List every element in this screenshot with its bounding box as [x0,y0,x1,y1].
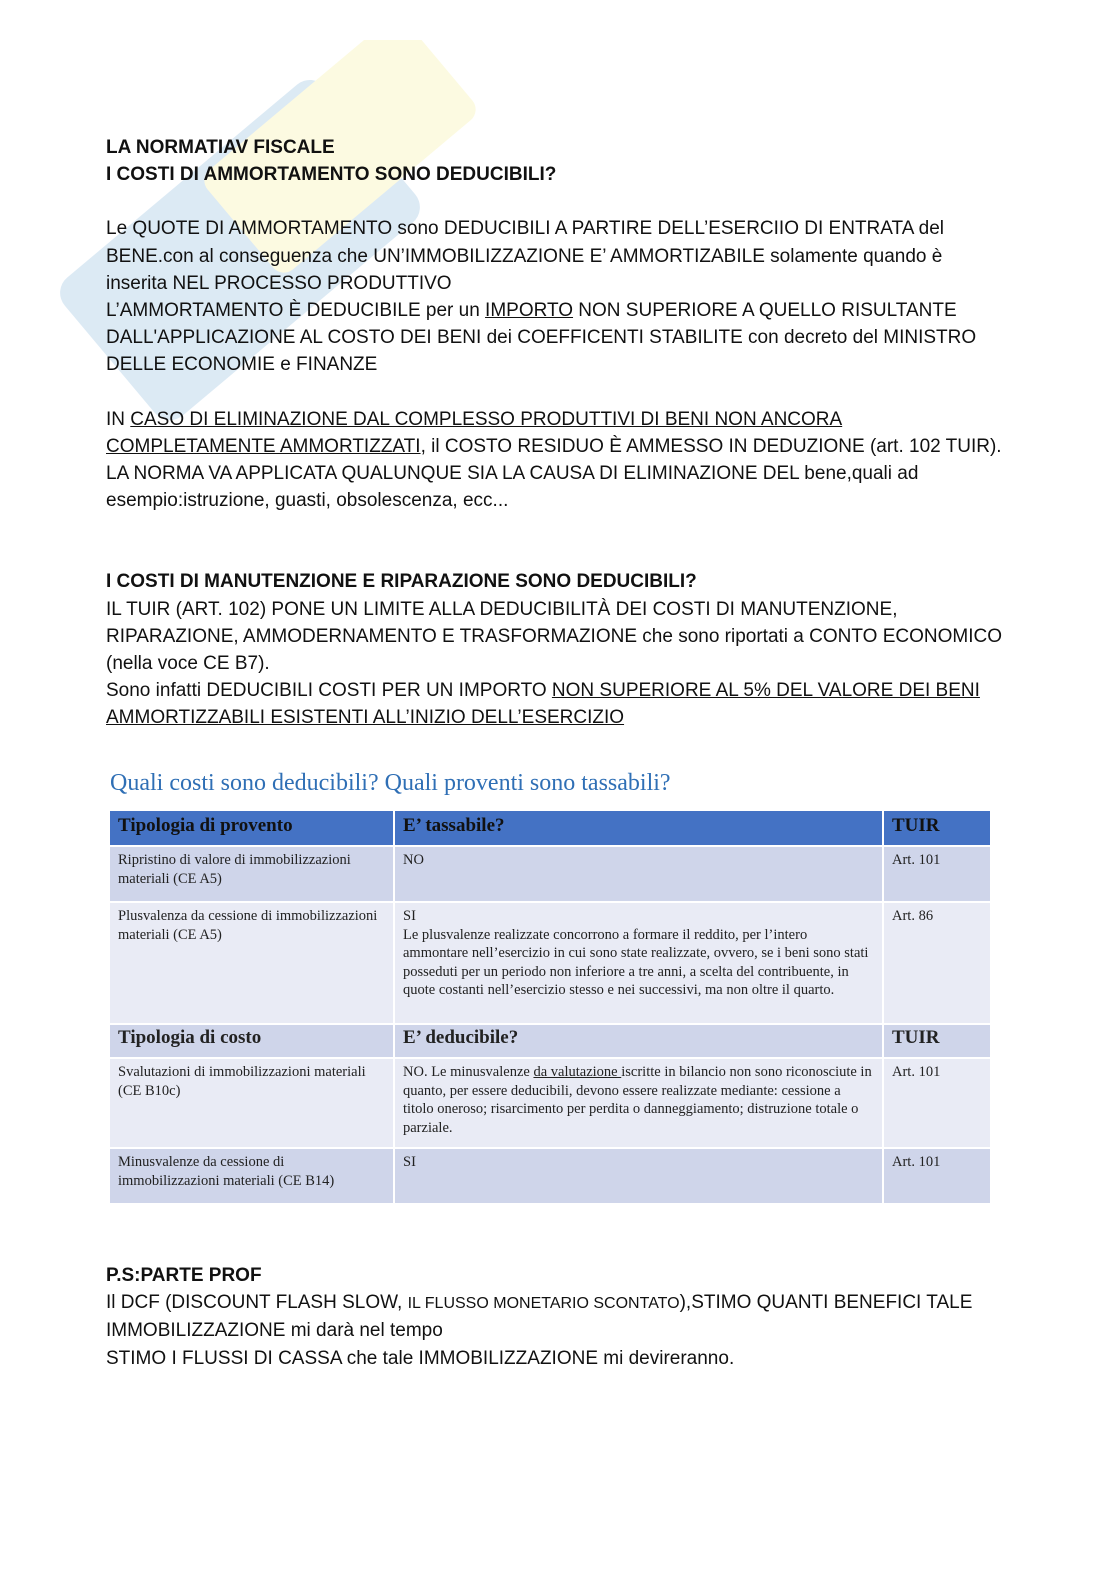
paragraph-flussi: STIMO I FLUSSI DI CASSA che tale IMMOBILIZZAZIONE mi devireranno. [106,1347,735,1369]
table-cell: Minusvalenze da cessione di immobilizzazioni materiali (CE B14) [109,1148,394,1204]
table-cell: Svalutazioni di immobilizzazioni materiali (CE B10c) [109,1058,394,1148]
table-cell: NO. Le minusvalenze da valutazione iscritte in bilancio non sono riconosciute in quanto, per essere deducibili, devono essere realizzate mediante: cessione a titolo oneroso; risarcimento per perdita o danneggiamento; distruzione totale o parziale. [394,1058,883,1148]
paragraph-quote: Le QUOTE DI AMMORTAMENTO sono DEDUCIBILI A PARTIRE DELL’ESERCIIO DI ENTRATA del BENE.con al conseguenza che UN’IMMOBILIZZAZIONE E’ AMMORTIZABILE solamente quando è inserita NEL PROCESSO PRODUTTIVO [106,218,944,294]
heading-normativa: LA NORMATIAV FISCALE [106,137,335,158]
table-row [109,846,991,902]
table-row [109,1058,991,1148]
table-cell: SI [394,1148,883,1204]
paragraph-limite: Sono infatti DEDUCIBILI COSTI PER UN IMPORTO NON SUPERIORE AL 5% DEL VALORE DEI BENI AMMORTIZZABILI ESISTENTI ALL’INIZIO DELL’ESERCIZIO [106,680,980,729]
table-header-row [109,810,991,846]
deducibility-table [108,809,992,1205]
table-subheader-cell: E’ deducibile? [394,1024,883,1058]
paragraph-dcf: Il DCF (DISCOUNT FLASH SLOW, IL FLUSSO MONETARIO SCONTATO),STIMO QUANTI BENEFICI TALE IMMOBILIZZAZIONE mi darà nel tempo [106,1292,973,1342]
heading-ps: P.S:PARTE PROF [106,1265,262,1286]
table-cell: NO [394,846,883,902]
paragraph-deducibile: L’AMMORTAMENTO È DEDUCIBILE per un IMPORTO NON SUPERIORE A QUELLO RISULTANTE DALL'APPLICAZIONE AL COSTO DEI BENI dei COEFFICENTI STABILITE con decreto del MINISTRO DELLE ECONOMIE e FINANZE [106,300,977,376]
heading-ammortamento: I COSTI DI AMMORTAMENTO SONO DEDUCIBILI? [106,164,557,186]
table-cell: Plusvalenza da cessione di immobilizzazioni materiali (CE A5) [109,902,394,1024]
document-body [106,134,1006,732]
deducibility-table-figure [108,770,990,1205]
table-subheader-row [109,1024,991,1058]
table-cell: Art. 101 [883,1148,991,1204]
heading-manutenzione: I COSTI DI MANUTENZIONE E RIPARAZIONE SONO DEDUCIBILI? [106,571,697,593]
paragraph-eliminazione: IN CASO DI ELIMINAZIONE DAL COMPLESSO PRODUTTIVI DI BENI NON ANCORA COMPLETAMENTE AMMORTIZZATI, il COSTO RESIDUO È AMMESSO IN DEDUZIONE (art. 102 TUIR). LA NORMA VA APPLICATA QUALUNQUE SIA LA CAUSA DI ELIMINAZIONE DEL bene,quali ad esempio:istruzione, guasti, obsolescenza, ecc... [106,408,1002,512]
table-cell: Ripristino di valore di immobilizzazioni materiali (CE A5) [109,846,394,902]
table-cell: Art. 101 [883,1058,991,1148]
table-row [109,902,991,1024]
table-header-cell: TUIR [883,810,991,846]
table-cell: Art. 86 [883,902,991,1024]
ps-section [106,1262,1006,1372]
table-cell: SI Le plusvalenze realizzate concorrono a formare il reddito, per l’intero ammontare nell’esercizio in cui sono state realizzate, ovvero, se i beni sono stati posseduti per un periodo non inferiore a tre anni, a scelta del contribuente, in quote costanti nell’esercizio stesso e nei successivi, ma non oltre il quarto. [394,902,883,1024]
table-subheader-cell: Tipologia di costo [109,1024,394,1058]
table-subheader-cell: TUIR [883,1024,991,1058]
paragraph-tuir: IL TUIR (ART. 102) PONE UN LIMITE ALLA DEDUCIBILITÀ DEI COSTI DI MANUTENZIONE, RIPARAZIONE, AMMODERNAMENTO E TRASFORMAZIONE che sono riportati a CONTO ECONOMICO (nella voce CE B7). [106,598,1002,675]
table-header-cell: E’ tassabile? [394,810,883,846]
table-header-cell: Tipologia di provento [109,810,394,846]
table-row [109,1148,991,1204]
table-cell: Art. 101 [883,846,991,902]
table-title: Quali costi sono deducibili? Quali proventi sono tassabili? [110,770,671,796]
